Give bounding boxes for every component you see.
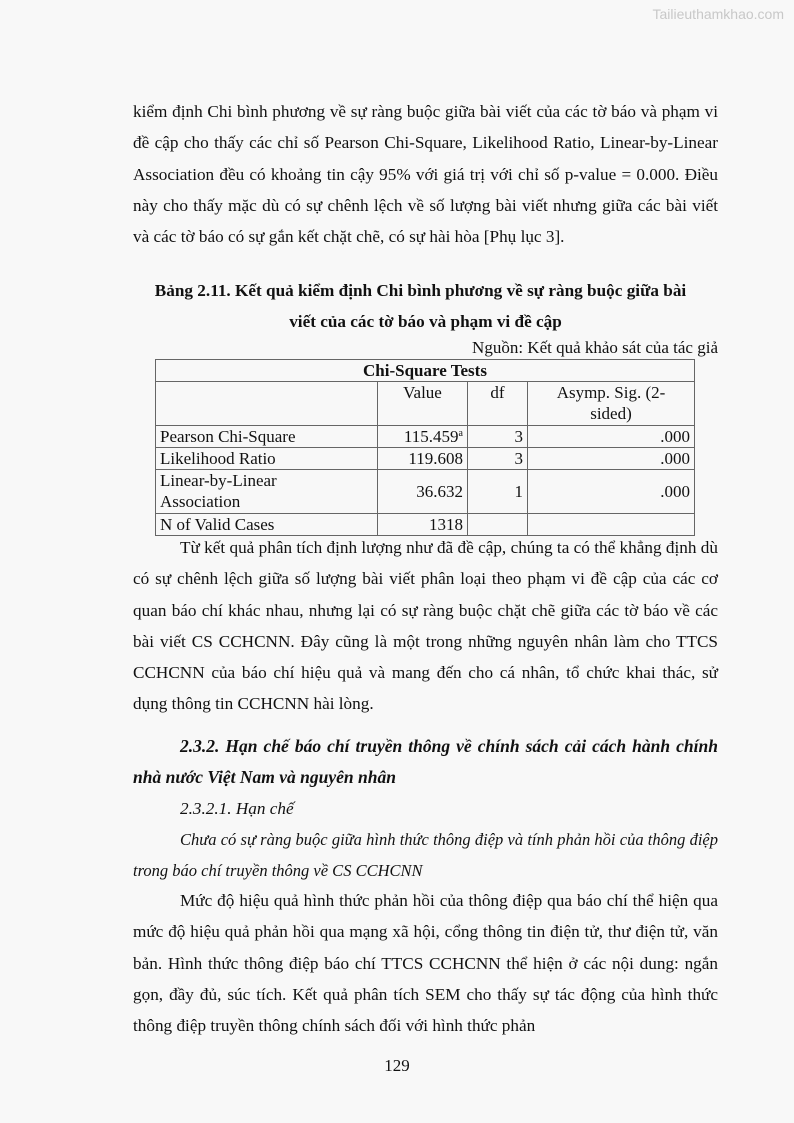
table-caption-line1: Bảng 2.11. Kết quả kiểm định Chi bình phương về sự ràng buộc giữa bài	[154, 281, 687, 300]
row-sig: .000	[528, 426, 695, 448]
table-source: Nguồn: Kết quả khảo sát của tác giả	[472, 338, 718, 357]
row-sig: .000	[528, 470, 695, 514]
conclusion-paragraph: Từ kết quả phân tích định lượng như đã đề cập, chúng ta có thể khẳng định dù có sự chênh lệch giữa số lượng bài viết phân loại theo phạm vi đề cập của các cơ quan báo chí khác nhau, nhưng lại có sự ràng buộc chặt chẽ giữa các tờ báo về các bài viết CS CCHCNN. Đây cũng là một trong những nguyên nhân làm cho TTCS CCHCNN của báo chí hiệu quả và mang đến cho cá nhân, tổ chức khai thác, sử dụng thông tin CCHCNN hài lòng.	[133, 538, 718, 714]
header-sig-line2: sided)	[590, 404, 632, 423]
header-df: df	[468, 382, 528, 426]
row-value: 119.608	[378, 448, 468, 470]
table-row	[156, 448, 695, 470]
final-paragraph: Mức độ hiệu quả hình thức phản hồi của thông điệp qua báo chí thể hiện qua mức độ hiệu quả phản hồi qua mạng xã hội, cổng thông tin điện tử, thư điện tử, văn bản. Hình thức thông điệp báo chí TTCS CCHCNN thể hiện ở các nội dung: ngắn gọn, đầy đủ, súc tích. Kết quả phân tích SEM cho thấy sự tác động của hình thức thông điệp truyền thông chính sách đối với hình thức phản	[133, 891, 718, 1036]
row-label: N of Valid Cases	[156, 514, 378, 536]
intro-paragraph: kiểm định Chi bình phương về sự ràng buộc giữa bài viết của các tờ báo và phạm vi đề cập cho thấy các chỉ số Pearson Chi-Square, Likelihood Ratio, Linear-by-Linear Association đều có khoảng tin cậy 95% với giá trị với chỉ số p-value = 0.000. Điều này cho thấy mặc dù có sự chênh lệch về số lượng bài viết nhưng giữa các bài viết và các tờ báo có sự gắn kết chặt chẽ, có sự hài hòa [Phụ lục 3].	[133, 102, 718, 247]
header-sig	[528, 382, 695, 426]
table-title: Chi-Square Tests	[156, 360, 695, 382]
row-label: Pearson Chi-Square	[156, 426, 378, 448]
watermark: Tailieuthamkhao.com	[652, 6, 784, 22]
table-row	[156, 426, 695, 448]
chi-square-table	[155, 359, 695, 536]
row-value: 36.632	[378, 470, 468, 514]
row-label: Likelihood Ratio	[156, 448, 378, 470]
section-heading: 2.3.2. Hạn chế báo chí truyền thông về chính sách cải cách hành chính nhà nước Việt Nam và nguyên nhân	[133, 736, 718, 787]
subsection-heading: 2.3.2.1. Hạn chế	[180, 799, 294, 818]
row-label-line2: Association	[160, 492, 241, 511]
row-df: 3	[468, 448, 528, 470]
header-empty	[156, 382, 378, 426]
table-caption	[133, 275, 718, 337]
table-caption-line2: viết của các tờ báo và phạm vi đề cập	[289, 312, 562, 331]
value-number: 115.459	[403, 427, 459, 446]
header-value: Value	[378, 382, 468, 426]
row-value	[378, 426, 468, 448]
table-row	[156, 470, 695, 514]
footnote-marker: a	[458, 428, 463, 439]
row-df: 3	[468, 426, 528, 448]
row-df: 1	[468, 470, 528, 514]
row-label-line1: Linear-by-Linear	[160, 471, 277, 490]
row-sig: .000	[528, 448, 695, 470]
page-number: 129	[384, 1056, 410, 1075]
header-sig-line1: Asymp. Sig. (2-	[556, 383, 666, 402]
row-value: 1318	[378, 514, 468, 536]
italic-statement: Chưa có sự ràng buộc giữa hình thức thông điệp và tính phản hồi của thông điệp trong báo chí truyền thông về CS CCHCNN	[133, 830, 718, 880]
row-label	[156, 470, 378, 514]
